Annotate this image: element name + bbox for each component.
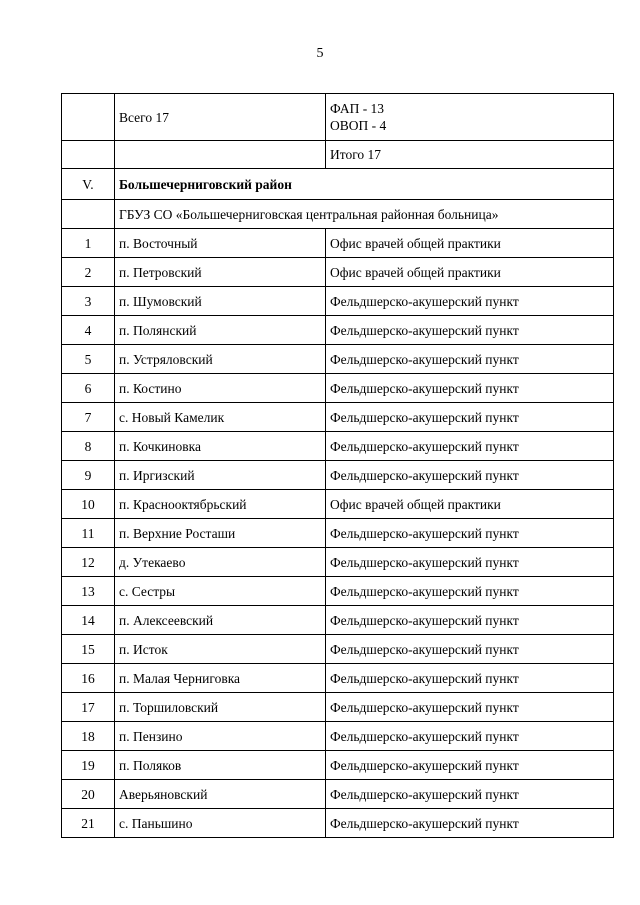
- facility-type: Фельдшерско-акушерский пункт: [326, 780, 614, 809]
- grand-total-label: Итого 17: [326, 141, 614, 169]
- ovop-count: ОВОП - 4: [330, 118, 387, 133]
- grand-total-row: [62, 141, 614, 169]
- facility-type: Фельдшерско-акушерский пункт: [326, 722, 614, 751]
- district-name: Большечерниговский район: [115, 169, 614, 200]
- facility-type: Фельдшерско-акушерский пункт: [326, 519, 614, 548]
- table-row: [62, 577, 614, 606]
- table-row: [62, 258, 614, 287]
- facility-type: Офис врачей общей практики: [326, 229, 614, 258]
- facility-type: Фельдшерско-акушерский пункт: [326, 693, 614, 722]
- row-number: 9: [62, 461, 115, 490]
- row-number: 6: [62, 374, 115, 403]
- row-number: 4: [62, 316, 115, 345]
- table-row: [62, 606, 614, 635]
- facility-type: Фельдшерско-акушерский пункт: [326, 287, 614, 316]
- table-row: [62, 432, 614, 461]
- table-row: [62, 490, 614, 519]
- organization-number-cell: [62, 200, 115, 229]
- table-row: [62, 635, 614, 664]
- settlement-name: с. Паньшино: [115, 809, 326, 838]
- organization-row: [62, 200, 614, 229]
- settlement-name: п. Восточный: [115, 229, 326, 258]
- row-number: 1: [62, 229, 115, 258]
- facility-type: Фельдшерско-акушерский пункт: [326, 635, 614, 664]
- facility-type: Фельдшерско-акушерский пункт: [326, 548, 614, 577]
- row-number: 7: [62, 403, 115, 432]
- settlement-name: с. Новый Камелик: [115, 403, 326, 432]
- row-number: 2: [62, 258, 115, 287]
- grand-total-name-cell: [115, 141, 326, 169]
- facility-type: Офис врачей общей практики: [326, 490, 614, 519]
- section-number: V.: [62, 169, 115, 200]
- facility-type: Фельдшерско-акушерский пункт: [326, 606, 614, 635]
- settlement-name: п. Исток: [115, 635, 326, 664]
- facility-type: Фельдшерско-акушерский пункт: [326, 374, 614, 403]
- facility-type: Фельдшерско-акушерский пункт: [326, 432, 614, 461]
- row-number: 14: [62, 606, 115, 635]
- table-row: [62, 809, 614, 838]
- table-row: [62, 722, 614, 751]
- settlement-name: п. Торшиловский: [115, 693, 326, 722]
- settlement-name: п. Устряловский: [115, 345, 326, 374]
- row-number: 16: [62, 664, 115, 693]
- table-row: [62, 345, 614, 374]
- facility-type: Фельдшерско-акушерский пункт: [326, 664, 614, 693]
- settlement-name: п. Иргизский: [115, 461, 326, 490]
- table-row: [62, 693, 614, 722]
- facility-type: Фельдшерско-акушерский пункт: [326, 577, 614, 606]
- table-row: [62, 461, 614, 490]
- settlement-name: п. Верхние Росташи: [115, 519, 326, 548]
- row-number: 18: [62, 722, 115, 751]
- settlement-name: п. Малая Черниговка: [115, 664, 326, 693]
- fap-count: ФАП - 13: [330, 101, 385, 116]
- table-row: [62, 519, 614, 548]
- row-number: 3: [62, 287, 115, 316]
- facility-rows: [62, 229, 614, 838]
- row-number: 13: [62, 577, 115, 606]
- table-row: [62, 664, 614, 693]
- organization-name: ГБУЗ СО «Большечерниговская центральная районная больница»: [115, 200, 614, 229]
- settlement-name: п. Кочкиновка: [115, 432, 326, 461]
- settlement-name: п. Шумовский: [115, 287, 326, 316]
- total-breakdown-cell: [326, 94, 614, 141]
- facility-type: Фельдшерско-акушерский пункт: [326, 809, 614, 838]
- row-number: 17: [62, 693, 115, 722]
- table-row: [62, 780, 614, 809]
- settlement-name: п. Алексеевский: [115, 606, 326, 635]
- table-row: [62, 374, 614, 403]
- row-number: 11: [62, 519, 115, 548]
- settlement-name: д. Утекаево: [115, 548, 326, 577]
- facility-type: Фельдшерско-акушерский пункт: [326, 461, 614, 490]
- row-number: 8: [62, 432, 115, 461]
- page-number: 5: [316, 46, 324, 61]
- settlement-name: п. Костино: [115, 374, 326, 403]
- row-number: 19: [62, 751, 115, 780]
- facility-type: Фельдшерско-акушерский пункт: [326, 345, 614, 374]
- total-number-cell: [62, 94, 115, 141]
- total-row: [62, 94, 614, 141]
- grand-total-number-cell: [62, 141, 115, 169]
- settlement-name: с. Сестры: [115, 577, 326, 606]
- settlement-name: п. Пензино: [115, 722, 326, 751]
- table-row: [62, 287, 614, 316]
- table-row: [62, 403, 614, 432]
- facility-type: Офис врачей общей практики: [326, 258, 614, 287]
- facilities-table: [61, 93, 614, 838]
- row-number: 21: [62, 809, 115, 838]
- row-number: 12: [62, 548, 115, 577]
- table-row: [62, 751, 614, 780]
- table-row: [62, 316, 614, 345]
- total-label: Всего 17: [115, 94, 326, 141]
- facility-type: Фельдшерско-акушерский пункт: [326, 751, 614, 780]
- settlement-name: п. Полянский: [115, 316, 326, 345]
- row-number: 10: [62, 490, 115, 519]
- settlement-name: п. Поляков: [115, 751, 326, 780]
- table-row: [62, 548, 614, 577]
- table-row: [62, 229, 614, 258]
- facility-type: Фельдшерско-акушерский пункт: [326, 403, 614, 432]
- settlement-name: Аверьяновский: [115, 780, 326, 809]
- section-row: [62, 169, 614, 200]
- row-number: 5: [62, 345, 115, 374]
- row-number: 15: [62, 635, 115, 664]
- settlement-name: п. Петровский: [115, 258, 326, 287]
- facility-type: Фельдшерско-акушерский пункт: [326, 316, 614, 345]
- table-header-rows: [62, 94, 614, 229]
- row-number: 20: [62, 780, 115, 809]
- settlement-name: п. Краснооктябрьский: [115, 490, 326, 519]
